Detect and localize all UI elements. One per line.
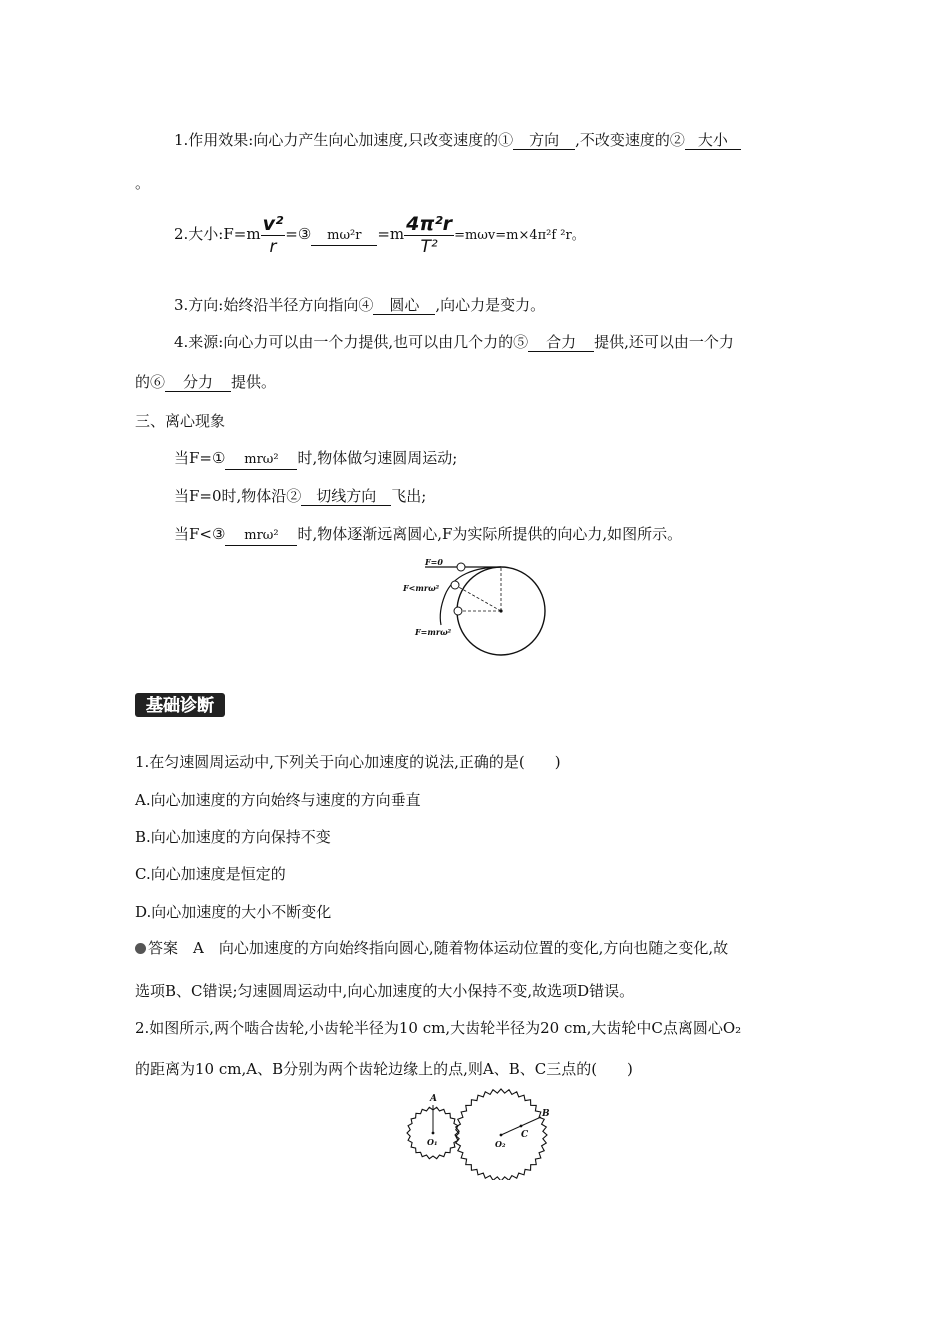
label-b: B bbox=[542, 1109, 550, 1119]
line1-text-b: 时,物体做匀速圆周运动; bbox=[297, 449, 458, 467]
item3-line bbox=[174, 295, 545, 315]
q2-stem-line2: 的距离为10 cm,A、B分别为两个齿轮边缘上的点,则A、B、C三点的( ) bbox=[135, 1060, 633, 1078]
ball-3 bbox=[454, 607, 462, 615]
line1-text-a: 当F=① bbox=[174, 449, 226, 467]
item2-line bbox=[174, 212, 585, 258]
line3-text-b: 时,物体逐渐远离圆心,F为实际所提供的向心力,如图所示。 bbox=[297, 525, 683, 543]
item4-line bbox=[174, 332, 734, 352]
fraction-denominator: T² bbox=[420, 236, 438, 257]
q1-option-b: B.向心加速度的方向保持不变 bbox=[135, 828, 331, 846]
blank-resultant: 合力 bbox=[528, 333, 594, 352]
item4-text-b: 提供,还可以由一个力 bbox=[594, 333, 734, 351]
label-f-zero: F=0 bbox=[425, 557, 443, 567]
blank-component: 分力 bbox=[165, 373, 231, 392]
o2-dot bbox=[500, 1134, 503, 1137]
blank-magnitude: 大小 bbox=[685, 131, 741, 150]
center-dot bbox=[499, 609, 502, 612]
q1-option-d: D.向心加速度的大小不断变化 bbox=[135, 903, 332, 921]
line2-text-a: 当F=0时,物体沿② bbox=[174, 487, 302, 505]
answer-marker-icon bbox=[135, 943, 146, 954]
blank-mr-omega2-1: mrω² bbox=[225, 451, 297, 470]
q1-answer-line1 bbox=[135, 938, 728, 958]
ball-1 bbox=[457, 563, 465, 571]
centrifugal-line2 bbox=[174, 486, 426, 506]
item1-line bbox=[174, 130, 741, 150]
q1-option-a: A.向心加速度的方向始终与速度的方向垂直 bbox=[135, 791, 421, 809]
item3-text-a: 3.方向:始终沿半径方向指向④ bbox=[174, 296, 374, 314]
label-o2: O₂ bbox=[495, 1139, 506, 1149]
item4-line2 bbox=[135, 372, 276, 392]
gears-diagram bbox=[405, 1085, 565, 1180]
section3-heading: 三、离心现象 bbox=[135, 412, 226, 430]
item4-text-d: 提供。 bbox=[231, 373, 277, 391]
centrifugal-diagram bbox=[395, 555, 555, 660]
q1-answer-text1: 答案 A 向心加速度的方向始终指向圆心,随着物体运动位置的变化,方向也随之变化,故 bbox=[148, 939, 729, 957]
blank-tangent: 切线方向 bbox=[301, 487, 391, 506]
item4-text-a: 4.来源:向心力可以由一个力提供,也可以由几个力的⑤ bbox=[174, 333, 529, 351]
item1-text-a: 1.作用效果:向心力产生向心加速度,只改变速度的① bbox=[174, 131, 514, 149]
line3-text-a: 当F<③ bbox=[174, 525, 226, 543]
centrifugal-line1 bbox=[174, 448, 457, 470]
o1-dot bbox=[432, 1132, 435, 1135]
q1-answer-line2: 选项B、C错误;匀速圆周运动中,向心加速度的大小保持不变,故选项D错误。 bbox=[135, 982, 635, 1000]
item1-text-b: ,不改变速度的② bbox=[575, 131, 685, 149]
label-f-equal: F=mrω² bbox=[415, 627, 452, 637]
badge-label: 基础诊断 bbox=[146, 696, 214, 716]
item4-text-c: 的⑥ bbox=[135, 373, 166, 391]
fraction-denominator: r bbox=[269, 236, 277, 257]
fraction-numerator: 4π²r bbox=[406, 212, 453, 235]
line2-text-b: 飞出; bbox=[391, 487, 427, 505]
item2-text-a: 2.大小:F=m bbox=[174, 225, 261, 243]
radius-dashed-2 bbox=[455, 585, 501, 611]
blank-direction: 方向 bbox=[513, 131, 575, 150]
blank-mr-omega2-2: mrω² bbox=[225, 527, 297, 546]
ball-2 bbox=[451, 581, 459, 589]
item2-text-b: =③ bbox=[285, 225, 312, 243]
q2-stem-line1: 2.如图所示,两个啮合齿轮,小齿轮半径为10 cm,大齿轮半径为20 cm,大齿轮中C点离圆心O₂ bbox=[135, 1019, 742, 1037]
item3-text-b: ,向心力是变力。 bbox=[435, 296, 546, 314]
item2-text-c: =m bbox=[377, 225, 405, 243]
label-c: C bbox=[521, 1130, 529, 1140]
item2-text-d: =mωv=m×4π²f ²r。 bbox=[454, 228, 585, 243]
label-f-less: F<mrω² bbox=[403, 583, 440, 593]
fraction-4pi2r-over-T2 bbox=[404, 213, 454, 258]
blank-m-omega2-r: mω²r bbox=[311, 227, 377, 246]
c-dot bbox=[520, 1125, 523, 1128]
q1-stem: 1.在匀速圆周运动中,下列关于向心加速度的说法,正确的是( ) bbox=[135, 753, 561, 771]
fraction-v2-over-r bbox=[261, 213, 286, 258]
q1-option-c: C.向心加速度是恒定的 bbox=[135, 865, 286, 883]
section-badge bbox=[134, 692, 226, 718]
fraction-numerator: v² bbox=[262, 212, 284, 235]
label-a: A bbox=[430, 1094, 437, 1104]
item1-end: 。 bbox=[135, 174, 151, 192]
label-o1: O₁ bbox=[427, 1137, 438, 1147]
blank-center: 圆心 bbox=[373, 296, 435, 315]
spiral-path bbox=[440, 567, 501, 625]
centrifugal-line3 bbox=[174, 524, 682, 546]
